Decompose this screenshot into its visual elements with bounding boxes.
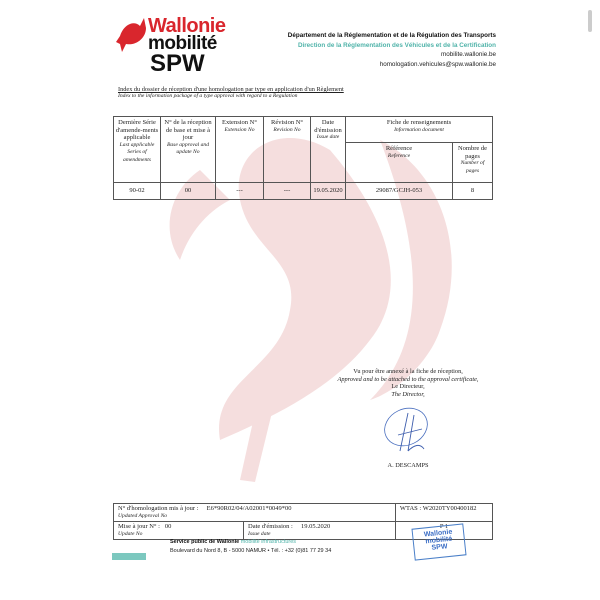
header-revision: Révision N° <box>270 119 304 126</box>
teal-bar <box>112 553 146 560</box>
website-link[interactable]: mobilite.wallonie.be <box>441 51 496 59</box>
signatory-name: A. DESCAMPS <box>387 461 429 469</box>
issue-date: 19.05.2020 <box>300 523 331 530</box>
header-date: Date d'émission <box>314 119 342 134</box>
header-info: Fiche de renseignements <box>386 119 452 126</box>
wallonie-logo <box>116 14 226 77</box>
approval-label: N° d'homologation mis à jour : <box>118 505 199 512</box>
spw-stamp <box>411 523 466 560</box>
header-pages: Nombre de pages <box>457 145 488 160</box>
direction-name: Direction de la Réglementation des Véhicules et de la Certification <box>297 41 496 49</box>
approval-text-en: Approved and to be attached to the approval certificate, <box>337 375 479 383</box>
stamp-text: mobilité <box>425 535 453 546</box>
approval-label-en: Updated Approval No <box>118 512 168 519</box>
logo-text: SPW <box>150 50 205 77</box>
cell-series: 90-02 <box>114 183 161 200</box>
director-fr: Le Directeur, <box>391 383 425 391</box>
stamp-text: Wallonie <box>423 528 453 539</box>
address: Boulevard du Nord 8, B - 5000 NAMUR • Tél. : +32 (0)81 77 29 34 <box>170 548 332 554</box>
cell-pages: 8 <box>453 183 493 200</box>
header-reference-en: Reference <box>387 152 411 159</box>
title-fr: Index du dossier de réception d'une homologation par type en application d'un Règlement <box>118 86 344 93</box>
update-label-en: Update No <box>118 530 143 537</box>
title-en: Index to the information package of a type approval with regard to a Regulation <box>118 93 298 99</box>
header-pages-en: Number of pages <box>460 160 485 174</box>
index-table <box>113 116 493 200</box>
table-row <box>114 183 493 200</box>
header-extension-en: Extension No <box>224 126 255 133</box>
header-extension: Extension N° <box>222 119 257 126</box>
header-contact <box>288 31 496 69</box>
approval-text-fr: Vu pour être annexé à la fiche de réception, <box>353 368 463 375</box>
approval-number: E6*90R02/04/A02001*0049*00 <box>206 505 292 512</box>
stamp-text: SPW <box>431 543 448 552</box>
header-reference: Référence <box>385 145 413 152</box>
header-approval-en: Base approval and update No <box>166 141 210 155</box>
header-approval: N° de la réception de base et mise à jour <box>164 119 212 141</box>
cell-revision: --- <box>264 183 311 200</box>
org-name: Service public de Wallonie <box>170 539 240 545</box>
logo-text: Wallonie <box>148 15 226 37</box>
wtas-number: WTAS : W2020TY00400182 <box>395 504 492 522</box>
signature-image <box>378 405 438 455</box>
header-series-en: Last applicable Series of amendments <box>119 141 155 163</box>
index-title <box>118 86 344 100</box>
header-revision-en: Revision No <box>273 126 301 133</box>
org-sub: mobilité infrastructures <box>240 539 297 545</box>
logo-text: mobilité <box>148 33 217 54</box>
header-date-en: Issue date <box>316 134 340 140</box>
signature-block <box>318 368 498 469</box>
update-label: Mise à jour N° : <box>118 523 160 530</box>
cell-date: 19.05.2020 <box>311 183 346 200</box>
department-name: Département de la Réglementation et de la Régulation des Transports <box>287 32 496 39</box>
update-number: 00 <box>164 523 172 530</box>
director-en: The Director, <box>391 391 425 399</box>
page-number: P 1 <box>395 522 492 540</box>
scrollbar[interactable] <box>588 10 592 32</box>
cell-extension: --- <box>216 183 264 200</box>
issue-date-label: Date d'émission : <box>248 523 293 530</box>
rooster-icon <box>116 14 148 54</box>
email-link[interactable]: homologation.vehicules@spw.wallonie.be <box>379 60 496 68</box>
header-series: Dernière Série d'amende-ments applicable <box>115 119 159 141</box>
cell-reference: 29087/GCJH-053 <box>346 183 453 200</box>
cell-approval: 00 <box>161 183 216 200</box>
footer-address <box>170 538 331 556</box>
issue-date-label-en: Issue date <box>248 530 271 537</box>
header-info-en: Information document <box>394 126 444 133</box>
